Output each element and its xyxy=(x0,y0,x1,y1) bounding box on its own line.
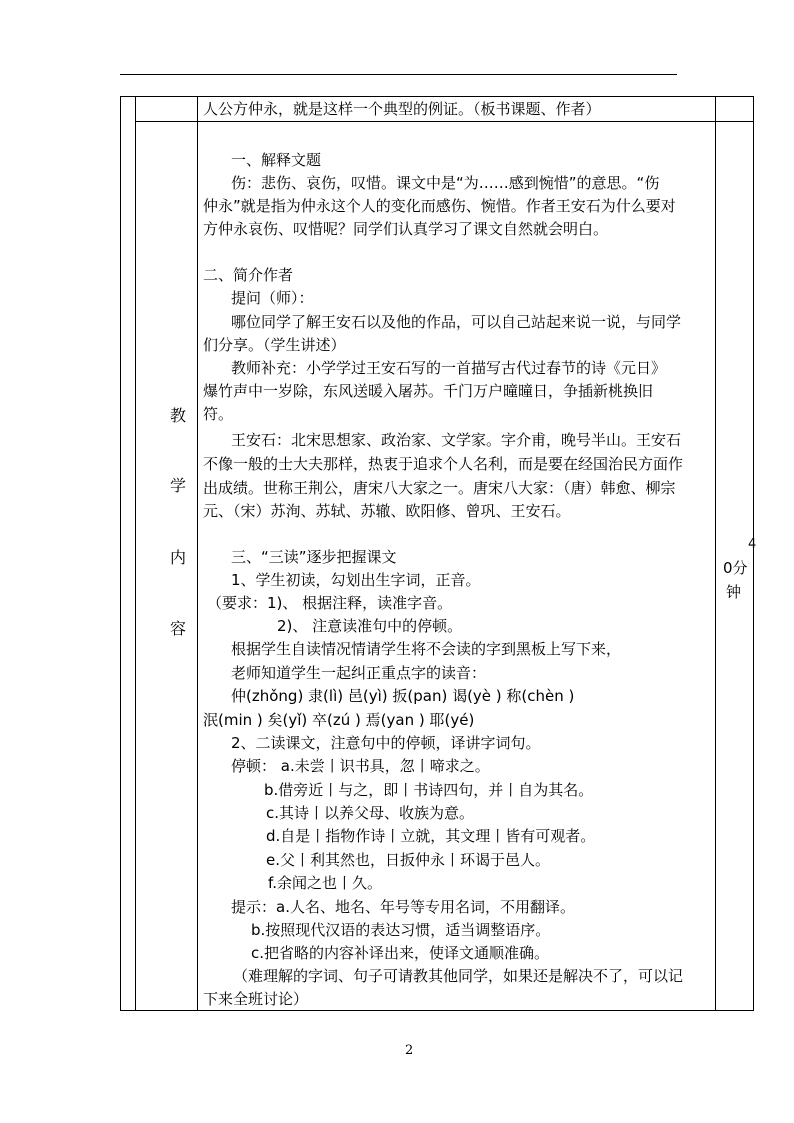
body-line: 元、（宋）苏洵、苏轼、苏辙、欧阳修、曾巩、王安石。 xyxy=(203,502,571,520)
table-border-left-inner xyxy=(135,97,136,1010)
body-line: （要求：1)、 根据注释，读准字音。 xyxy=(207,594,453,612)
table-divider-label xyxy=(197,97,198,1010)
body-line: 伤：悲伤、哀伤，叹惜。课文中是“为……感到惋惜”的意思。“伤 xyxy=(231,174,660,192)
body-line: 教师补充：小学学过王安石写的一首描写古代过春节的诗《元日》 xyxy=(231,359,667,377)
table-divider-time xyxy=(715,97,716,1010)
pause-line: f.余闻之也丨久。 xyxy=(268,874,382,892)
body-line: 老师知道学生一起纠正重点字的读音： xyxy=(231,664,487,682)
hint-line: b.按照现代汉语的表达习惯，适当调整语序。 xyxy=(251,921,551,939)
body-line: 下来全班讨论） xyxy=(203,990,309,1008)
pause-line: e.父丨利其然也，日扳仲永丨环谒于邑人。 xyxy=(266,851,550,869)
body-line: 出成绩。世称王荆公，唐宋八大家之一。唐宋八大家：（唐）韩愈、柳宗 xyxy=(203,479,676,497)
poem-line: 符。 xyxy=(203,405,234,423)
time-value: 0分 xyxy=(723,559,748,577)
section-heading: 一、解释文题 xyxy=(231,151,322,169)
pause-line: 停顿： a.未尝丨识书具，忽丨啼求之。 xyxy=(231,757,490,775)
body-line: 哪位同学了解王安石以及他的作品，可以自己站起来说一说，与同学 xyxy=(231,313,682,331)
body-line: 2)、 注意读准句中的停顿。 xyxy=(277,617,463,635)
pinyin-line: 泯(min ) 矣(yǐ) 卒(zú ) 焉(yan ) 耶(yé) xyxy=(203,711,475,729)
body-line: 1、学生初读，勾划出生字词，正音。 xyxy=(231,571,481,589)
time-number: 4 xyxy=(748,537,757,552)
body-line: 2、二读课文，注意句中的停顿，译讲字词句。 xyxy=(231,734,541,752)
section-label-char: 容 xyxy=(169,619,186,638)
body-line: 仲永”就是指为仲永这个人的变化而感伤、惋惜。作者王安石为什么要对 xyxy=(203,197,676,215)
section-label-char: 学 xyxy=(169,476,186,495)
body-line: 王安石：北宋思想家、政治家、文学家。字介甫，晚号半山。王安石 xyxy=(231,431,682,449)
top-row-text: 人公方仲永，就是这样一个典型的例证。（板书课题、作者） xyxy=(203,100,601,118)
lesson-table xyxy=(120,96,757,1011)
body-line: （难理解的字词、句子可请教其他同学，如果还是解决不了，可以记 xyxy=(233,967,684,985)
pinyin-line: 仲(zhǒng) 隶(lì) 邑(yì) 扳(pan) 谒(yè ) 称(chèn ) xyxy=(231,687,575,705)
time-unit: 钟 xyxy=(726,583,742,601)
table-row-divider xyxy=(135,121,753,122)
body-line: 提问（师）： xyxy=(231,289,314,307)
section-label-char: 教 xyxy=(169,406,186,425)
poem-line: 爆竹声中一岁除，东风送暖入屠苏。千门万户曈曈日，争插新桃换旧 xyxy=(203,382,654,400)
body-line: 不像一般的士大夫那样，热衷于追求个人名利，而是要在经国治民方面作 xyxy=(203,455,684,473)
pause-line: b.借旁近丨与之，即丨书诗四句，并丨自为其名。 xyxy=(264,781,594,799)
section-heading: 三、“三读”逐步把握课文 xyxy=(231,548,397,566)
body-line: 方仲永哀伤、叹惜呢？同学们认真学习了课文自然就会明白。 xyxy=(203,220,609,238)
hint-line: c.把省略的内容补译出来，使译文通顺准确。 xyxy=(251,944,550,962)
hint-line: 提示：a.人名、地名、年号等专用名词，不用翻译。 xyxy=(231,898,575,916)
page-number: 2 xyxy=(405,1043,414,1058)
section-heading: 二、简介作者 xyxy=(203,266,294,284)
body-line: 根据学生自读情况情请学生将不会读的字到黑板上写下来， xyxy=(231,640,622,658)
header-rule xyxy=(120,74,677,75)
section-label-char: 内 xyxy=(169,548,186,567)
body-line: 们分享。（学生讲述） xyxy=(203,336,346,354)
pause-line: d.自是丨指物作诗丨立就，其文理丨皆有可观者。 xyxy=(266,827,596,845)
pause-line: c.其诗丨以养父母、收族为意。 xyxy=(266,804,475,822)
